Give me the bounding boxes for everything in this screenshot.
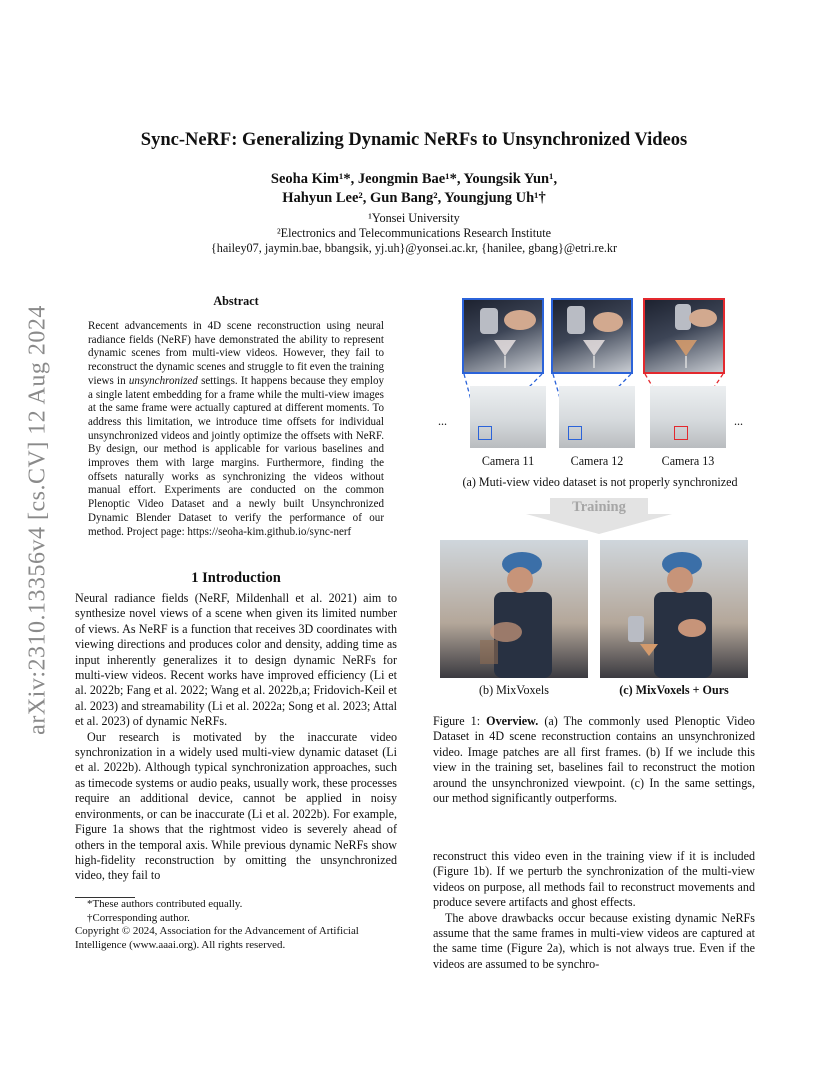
affiliation-1: ¹Yonsei University	[368, 211, 460, 225]
paper-title: Sync-NeRF: Generalizing Dynamic NeRFs to Unsynchronized Videos	[140, 130, 688, 150]
intro-paragraph-2: Our research is motivated by the inaccurate video synchronization in a widely used multi-view dynamic dataset (Li et al. 2022b). Although typical synchronization approaches, such as timecode systems or audio peaks, usually work, these processes require an additional device, cannot be applied in noisy environments, or can be inaccurate (Li et al. 2022b). For example, Figure 1a shows that the rightmost video is severely ahead of others in the temporal axis. While previous dynamic NeRFs show high-fidelity reconstruction by omitting the unsynchronized video, they fail to	[75, 729, 397, 883]
figure-caption-b: (b) MixVoxels	[479, 683, 549, 697]
copyright-notice: Copyright © 2024, Association for the Advancement of Artificial Intelligence (www.aaai.org). All rights reserved.	[75, 925, 359, 952]
affiliation-2: ²Electronics and Telecommunications Research Institute	[277, 226, 551, 240]
abstract-text: Recent advancements in 4D scene reconstruction using neural radiance fields (NeRF) have demonstrated the ability to represent dynamic scenes from multi-view videos. However, they fail to reconstruct the dynamic scenes and struggle to fit even the training views in unsynchronized settings. It happens because they employ a single latent embedding for a frame while the multi-view images at the same frame were actually captured at different moments. To address this limitation, we introduce time offsets for individual unsynchronized videos and jointly optimize the offsets with NeRF. By design, our method is applicable for various baselines and improves them with large margins. Furthermore, finding the offsets naturally works as synchronizing the videos without manual effort. Experiments are conducted on the common Plenoptic Video Dataset and a newly built Unsynchronized Dynamic Blender Dataset to verify the performance of our method. Project page: https://seoha-kim.github.io/sync-nerf	[88, 320, 385, 538]
right-paragraph-2: The above drawbacks occur because existing dynamic NeRFs assume that the same frames in multi-view videos are captured at the same time (Figure 2a), which is not always true. Even if the videos are assumed to be synchro-	[433, 910, 755, 971]
camera-11-label: Camera 11	[481, 454, 535, 468]
figure-1-caption: Figure 1: Overview. (a) The commonly used Plenoptic Video Dataset in 4D scene reconstruction contains an unsynchronized video. Image patches are all first frames. (b) If we include this view in the training set, baselines fail to reconstruct the motion around the unsynchronized viewpoint. (c) In the same settings, our method significantly outperforms.	[433, 714, 755, 806]
figure-1	[430, 290, 770, 710]
email-line: {hailey07, jaymin.bae, bbangsik, yj.uh}@yonsei.ac.kr, {hanilee, gbang}@etri.re.kr	[210, 241, 618, 255]
ellipsis-left: ...	[438, 414, 448, 428]
camera-12-label: Camera 12	[570, 454, 624, 468]
camera-11-patch-marker	[478, 426, 492, 440]
footnote-corresponding-author: †Corresponding author.	[87, 911, 190, 924]
abstract-emphasis: unsynchronized	[128, 374, 198, 387]
intro-paragraph-1: Neural radiance fields (NeRF, Mildenhall et al. 2021) aim to synthesize novel views of a scene when given its limited number of views. As NeRF is a function that receives 3D coordinates with viewing directions and produces color and density, adding time as input inherently generalizes it to design dynamic NeRFs for multi-view videos. Recent works have improved efficiency (Li et al. 2022b; Fang et al. 2022; Wang et al. 2022b,a; Fridovich-Keil et al. 2023) and streamability (Li et al. 2022a; Song et al. 2023; Attal et al. 2023) of dynamic NeRFs.	[75, 591, 397, 729]
author-line-2: Hahyun Lee², Gun Bang², Youngjung Uh¹†	[282, 190, 546, 206]
camera-13-view	[650, 386, 726, 448]
camera-11-view	[470, 386, 546, 448]
camera-12-patch-marker	[568, 426, 582, 440]
author-list	[160, 170, 668, 208]
arxiv-stamp: arXiv:2310.13356v4 [cs.CV] 12 Aug 2024	[24, 305, 51, 735]
mixvoxels-ours-result-image	[600, 540, 748, 678]
figure-caption-a: (a) Muti-view video dataset is not properly synchronized	[462, 475, 738, 489]
camera-13-label: Camera 13	[661, 454, 715, 468]
section-heading-introduction: 1 Introduction	[191, 570, 281, 586]
ellipsis-right: ...	[734, 414, 744, 428]
abstract-heading: Abstract	[213, 294, 259, 308]
training-label: Training	[572, 499, 626, 515]
author-line-1: Seoha Kim¹*, Jeongmin Bae¹*, Youngsik Yun¹,	[270, 171, 558, 187]
figure-caption-c: (c) MixVoxels + Ours	[619, 683, 729, 697]
mixvoxels-result-image	[440, 540, 588, 678]
intro-body	[75, 591, 397, 884]
figure-caption-title: Overview.	[486, 714, 539, 728]
right-column-body	[433, 849, 755, 972]
camera-12-view	[559, 386, 635, 448]
footnote-equal-contribution: *These authors contributed equally.	[87, 898, 243, 910]
camera-13-patch-marker	[674, 426, 688, 440]
right-paragraph-1: reconstruct this video even in the training view if it is included (Figure 1b). If we perturb the synchronization of the multi-view videos on purpose, all methods fail to reconstruct movements and produce severe artifacts and ghost effects.	[433, 849, 755, 910]
footnotes	[75, 898, 397, 953]
affiliations	[120, 211, 708, 256]
